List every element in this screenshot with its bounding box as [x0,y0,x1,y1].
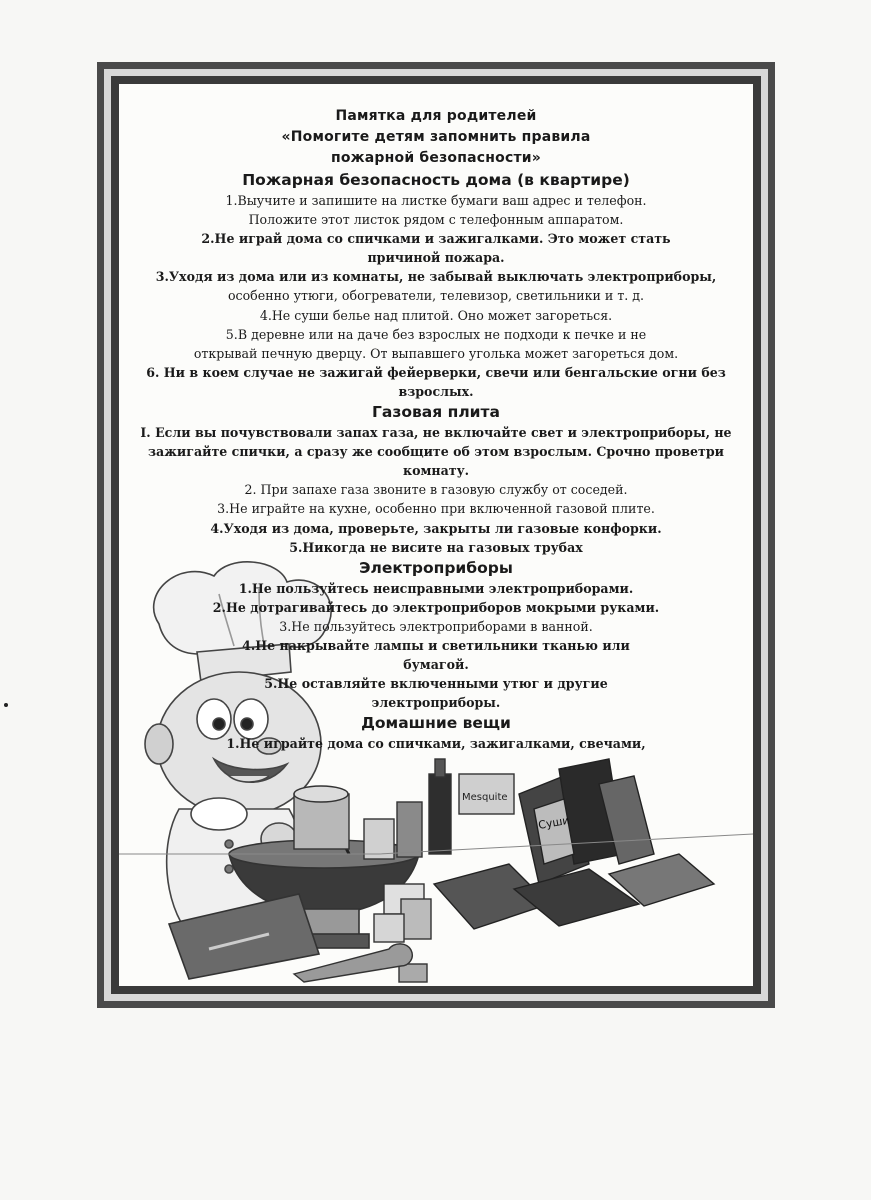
section-heading-home: Пожарная безопасность дома (в квартире) [242,171,630,189]
document-sheet [119,84,753,986]
electric-rule-line: электроприборы. [371,695,501,711]
memo-title-line-1: Памятка для родителей [335,108,537,124]
electric-rule-line: 1.Не пользуйтесь неисправными электроприборами. [238,580,634,596]
gas-rule-line: 3.Не играйте на кухне, особенно при включенной газовой плите. [217,501,655,517]
home-rule-line: 2.Не играй дома со спичками и зажигалками. Это может стать [201,231,671,247]
home-rule-line: 6. Ни в коем случае не зажигай фейерверки, свечи или бенгальские огни без [146,364,726,380]
gas-rule-line: 5.Никогда не висите на газовых трубах [289,539,583,555]
mesquite-box-label: Mesquite [462,792,508,803]
memo-title-line-2: «Помогите детям запомнить правила [281,129,591,145]
home-rule-line: причиной пожара. [367,250,505,266]
electric-rule-line: 5.Не оставляйте включенными утюг и другие [264,676,608,692]
home-rule-line: взрослых. [398,383,474,399]
gas-rule-line: комнату. [402,463,470,479]
household-rule-line: 1.Не играйте дома со спичками, зажигалками, свечами, [226,736,646,752]
section-heading-gas: Газовая плита [372,403,500,422]
section-heading-household: Домашние вещи [361,714,511,733]
gas-rule-line: зажигайте спички, а сразу же сообщите об этом взрослым. Срочно проветри [148,444,724,460]
gas-rule-line: I. Если вы почувствовали запах газа, не включайте свет и электроприборы, не [140,425,732,441]
home-rule-line: открывай печную дверцу. От выпавшего уголька может загореться дом. [193,345,679,361]
sushi-book-label: Суши [537,813,571,832]
electric-rule-line: 2.Не дотрагивайтесь до электроприборов мокрыми руками. [212,599,660,615]
home-rule-line: 4.Не суши белье над плитой. Оно может загореться. [259,307,613,323]
safety-memo [119,106,753,753]
gas-rule-line: 2. При запахе газа звоните в газовую службу от соседей. [244,482,628,498]
memo-title-line-3: пожарной безопасности» [330,150,542,166]
home-rule-line: особенно утюги, обогреватели, телевизор, светильники и т. д. [227,288,645,304]
scan-speck [4,703,8,707]
home-rule-line: 5.В деревне или на даче без взрослых не подходи к печке и не [225,326,647,342]
electric-rule-line: 3.Не пользуйтесь электроприборами в ванной. [279,618,593,634]
section-heading-electric: Электроприборы [359,558,513,577]
home-rule-line: Положите этот листок рядом с телефонным аппаратом. [248,212,624,228]
gas-rule-line: 4.Уходя из дома, проверьте, закрыты ли газовые конфорки. [210,520,662,536]
home-rule-line: 3.Уходя из дома или из комнаты, не забывай выключать электроприборы, [155,269,717,285]
electric-rule-line: 4.Не накрывайте лампы и светильники тканью или [242,637,630,653]
home-rule-line: 1.Выучите и запишите на листке бумаги ваш адрес и телефон. [225,193,647,208]
electric-rule-line: бумагой. [403,657,469,673]
